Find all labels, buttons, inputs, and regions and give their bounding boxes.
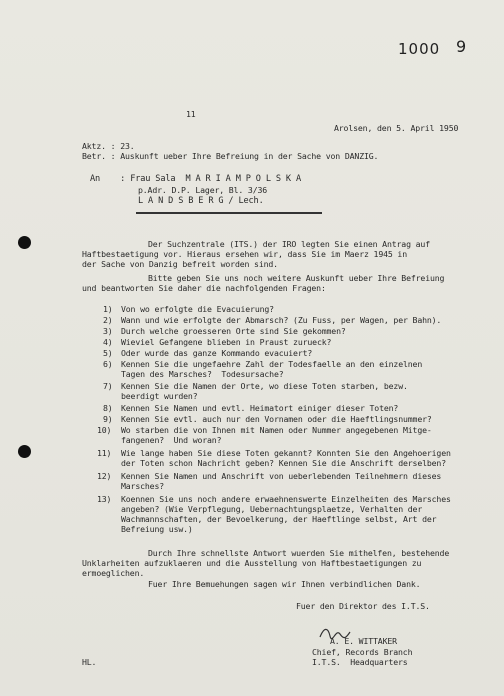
question-number: 6) <box>103 359 113 369</box>
question-text: Kennen Sie Namen und Anschrift von ueberlebenden Teilnehmern dieses <box>121 471 442 481</box>
question-text: Wie lange haben Sie diese Toten gekannt? Konnten Sie den Angehoerigen <box>121 448 451 458</box>
question-text: Koennen Sie uns noch andere erwaehnenswerte Einzelheiten des Marsches <box>121 494 451 504</box>
question-number: 4) <box>103 337 113 347</box>
question-text: Befreiung usw.) <box>121 524 193 534</box>
question-text: Oder wurde das ganze Kommando evacuiert? <box>121 348 313 358</box>
question-text: beerdigt wurden? <box>121 391 198 401</box>
question-number: 1) <box>103 304 113 314</box>
signatory-office: I.T.S. Headquarters <box>312 657 408 667</box>
closing-line: Unklarheiten aufzuklaeren und die Ausstellung von Haftbestaetigungen zu <box>82 558 422 568</box>
punch-hole-bottom <box>18 445 31 458</box>
question-number: 5) <box>103 348 113 358</box>
reference-number: 11 <box>186 109 196 119</box>
recipient-address: p.Adr. D.P. Lager, Bl. 3/36 <box>138 185 268 195</box>
request-line: und beantworten Sie daher die nachfolgenden Fragen: <box>82 283 326 293</box>
question-number: 3) <box>103 326 113 336</box>
thanks-line: Fuer Ihre Bemuehungen sagen wir Ihnen verbindlichen Dank. <box>148 579 421 589</box>
recipient-city: L A N D S B E R G / Lech. <box>138 196 264 206</box>
question-number: 12) <box>97 471 112 481</box>
question-text: Kennen Sie evtl. auch nur den Vornamen oder die Haeftlingsnummer? <box>121 414 432 424</box>
question-number: 8) <box>103 403 113 413</box>
question-number: 11) <box>97 448 112 458</box>
question-number: 2) <box>103 315 113 325</box>
punch-hole-top <box>18 236 31 249</box>
typist-initials: HL. <box>82 657 97 667</box>
intro-line: der Sache von Danzig befreit worden sind. <box>82 259 278 269</box>
question-number: 7) <box>103 381 113 391</box>
signatory-title: Chief, Records Branch <box>312 647 413 657</box>
question-text: Marsches? <box>121 481 165 491</box>
question-text: Kennen Sie Namen und evtl. Heimatort einiger dieser Toten? <box>121 403 399 413</box>
question-text: angeben? (Wie Verpflegung, Uebernachtungsplaetze, Verhalten der <box>121 504 423 514</box>
question-text: Durch welche groesseren Orte sind Sie gekommen? <box>121 326 346 336</box>
question-text: fangenen? Und woran? <box>121 435 222 445</box>
archive-stamp-code: 1000 <box>398 40 441 58</box>
question-text: Kennen Sie die ungefaehre Zahl der Todesfaelle an den einzelnen <box>121 359 423 369</box>
question-number: 13) <box>97 494 112 504</box>
question-text: Wo starben die von Ihnen mit Namen oder Nummer angegebenen Mitge- <box>121 425 432 435</box>
request-line: Bitte geben Sie uns noch weitere Auskunft ueber Ihre Befreiung <box>148 273 445 283</box>
question-text: Wieviel Gefangene blieben in Praust zurueck? <box>121 337 332 347</box>
recipient-name: An : Frau Sala M A R I A M P O L S K A <box>90 174 302 184</box>
for-director-line: Fuer den Direktor des I.T.S. <box>296 601 430 611</box>
question-text: Wann und wie erfolgte der Abmarsch? (Zu Fuss, per Wagen, per Bahn). <box>121 315 442 325</box>
intro-line: Haftbestaetigung vor. Hieraus ersehen wir, dass Sie im Maerz 1945 in <box>82 249 407 259</box>
question-number: 10) <box>97 425 112 435</box>
question-number: 9) <box>103 414 113 424</box>
file-reference: Aktz. : 23. <box>82 141 135 151</box>
question-text: Kennen Sie die Namen der Orte, wo diese Toten starben, bezw. <box>121 381 408 391</box>
question-text: Von wo erfolgte die Evacuierung? <box>121 304 274 314</box>
closing-line: ermoeglichen. <box>82 568 145 578</box>
subject-line: Betr. : Auskunft ueber Ihre Befreiung in der Sache von DANZIG. <box>82 151 379 161</box>
address-underline <box>136 212 322 214</box>
question-text: Tagen des Marsches? Todesursache? <box>121 369 284 379</box>
signatory-name: A. E. WITTAKER <box>330 636 397 646</box>
question-text: Wachmannschaften, der Bevoelkerung, der Haeftlinge selbst, Art der <box>121 514 437 524</box>
closing-line: Durch Ihre schnellste Antwort wuerden Sie mithelfen, bestehende <box>148 548 450 558</box>
page-number: 9 <box>456 37 467 56</box>
place-date: Arolsen, den 5. April 1950 <box>334 123 459 133</box>
question-text: der Toten schon Nachricht geben? Kennen Sie die Anschrift derselben? <box>121 458 446 468</box>
intro-line: Der Suchzentrale (ITS.) der IRO legten Sie einen Antrag auf <box>148 239 430 249</box>
